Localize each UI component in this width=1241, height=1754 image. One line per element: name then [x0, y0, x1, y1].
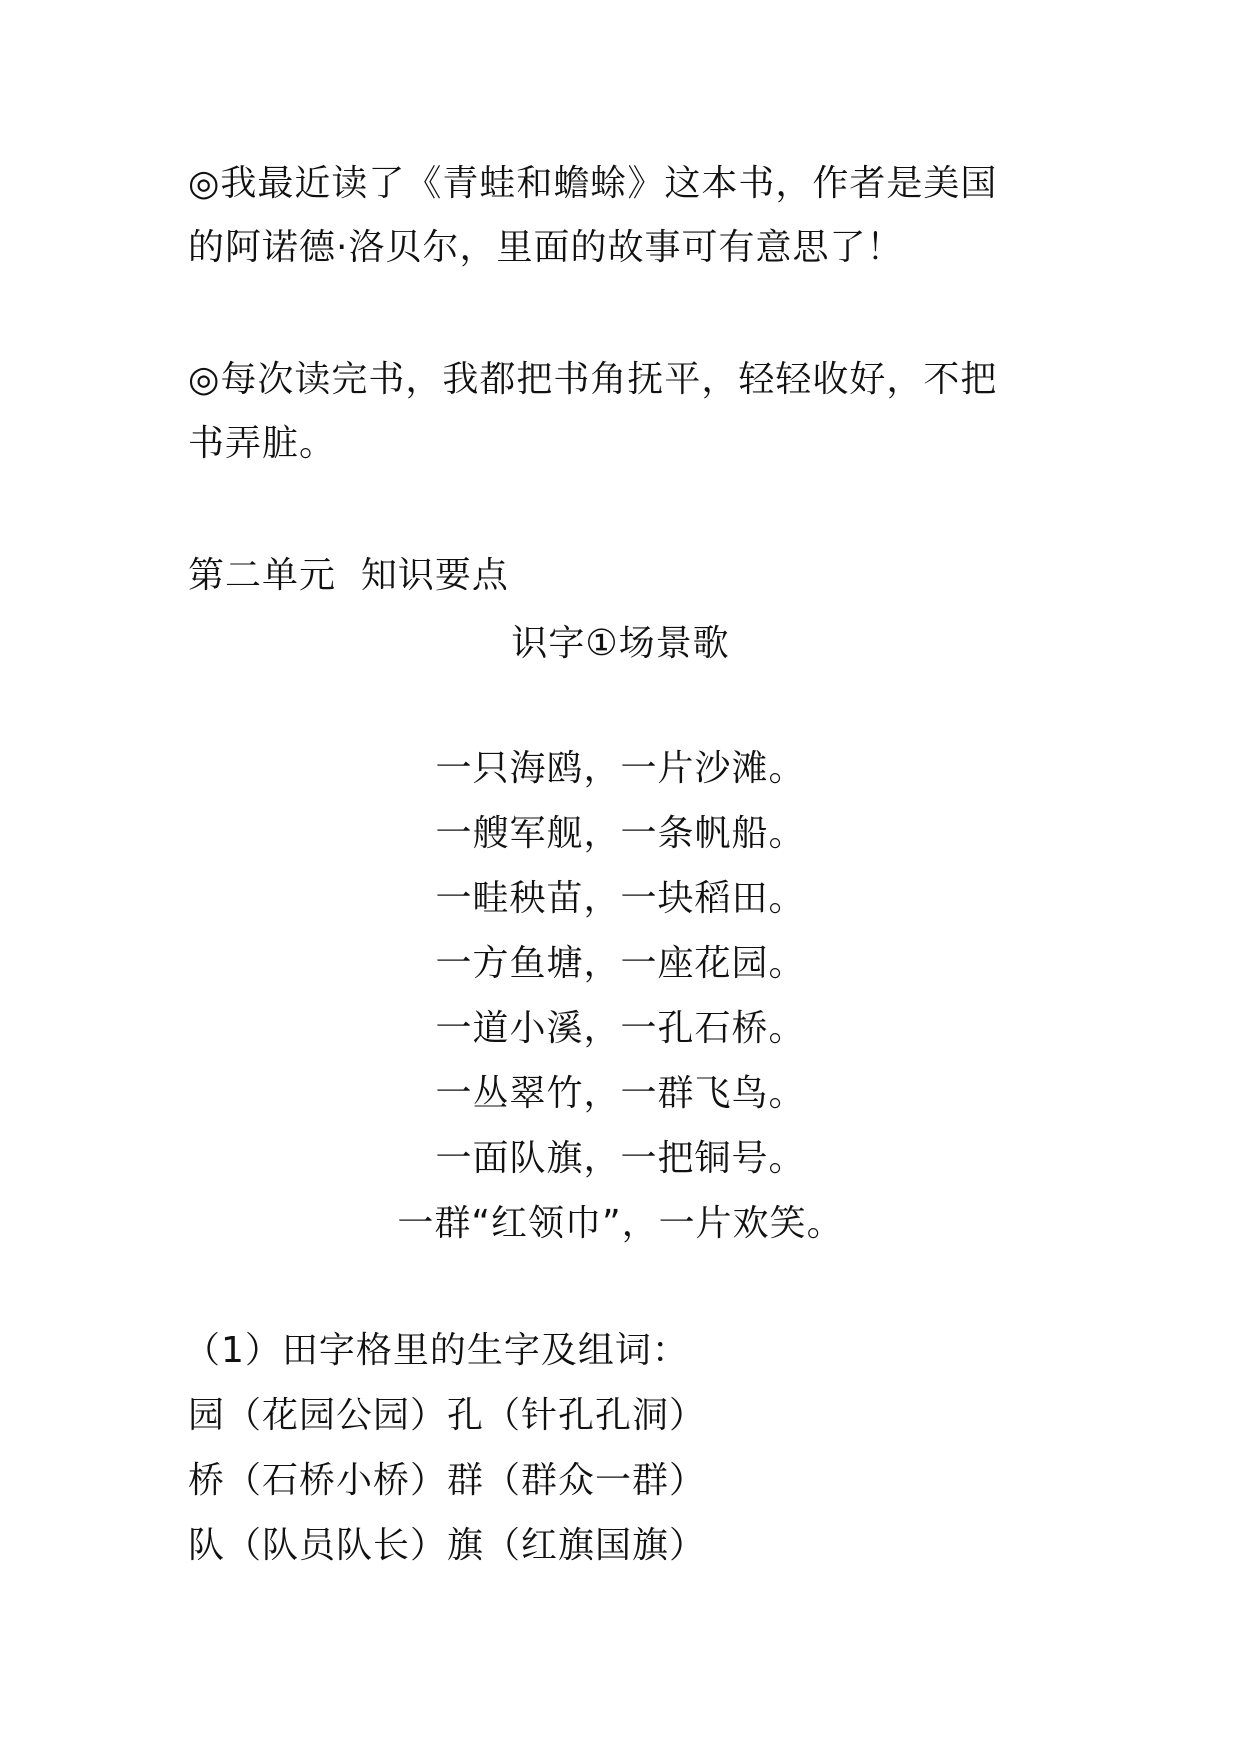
poem-line: 一群“红领巾”，一片欢笑。: [397, 1203, 844, 1244]
paragraph-line: ◎每次读完书，我都把书角抚平，轻轻收好，不把: [188, 359, 998, 400]
vocabulary-line: 桥（石桥小桥）群（群众一群）: [188, 1460, 707, 1501]
vocabulary-header: （1）田字格里的生字及组词：: [184, 1330, 689, 1371]
poem: [0, 736, 1241, 1256]
reading-note-paragraph: [188, 152, 1068, 280]
vocabulary-line: 队（队员队长）旗（红旗国旗）: [188, 1525, 707, 1566]
vocabulary-line: 园（花园公园）孔（针孔孔洞）: [188, 1395, 707, 1436]
reading-habit-paragraph: [188, 348, 1068, 476]
poem-line: 一只海鸥，一片沙滩。: [435, 748, 806, 789]
paragraph-line: ◎我最近读了《青蛙和蟾蜍》这本书，作者是美国: [188, 163, 998, 204]
paragraph-line: 的阿诺德·洛贝尔，里面的故事可有意思了！: [188, 227, 904, 268]
paragraph-line: 书弄脏。: [188, 423, 337, 464]
poem-line: 一面队旗，一把铜号。: [435, 1138, 806, 1179]
lesson-title: 识字①场景歌: [511, 623, 730, 664]
poem-line: 一艘军舰，一条帆船。: [435, 813, 806, 854]
poem-line: 一畦秧苗，一块稻田。: [435, 878, 806, 919]
vocabulary-section: [184, 1318, 707, 1578]
poem-line: 一方鱼塘，一座花园。: [435, 943, 806, 984]
poem-line: 一道小溪，一孔石桥。: [435, 1008, 806, 1049]
unit-heading: 第二单元 知识要点: [188, 555, 509, 596]
poem-line: 一丛翠竹，一群飞鸟。: [435, 1073, 806, 1114]
